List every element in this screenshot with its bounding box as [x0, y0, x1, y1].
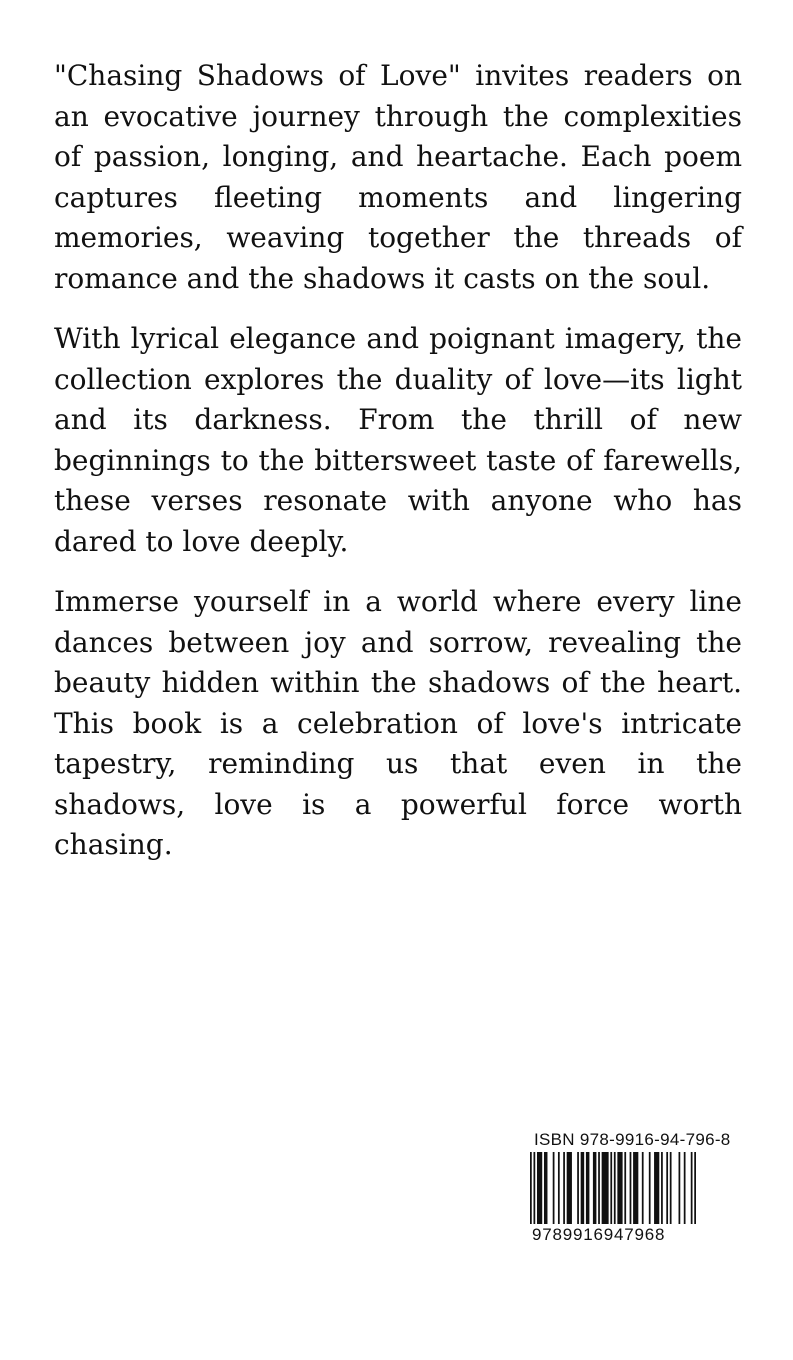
barcode-bar-5 [558, 1152, 560, 1224]
barcode-bar-6 [563, 1152, 565, 1224]
barcode-bar-4 [553, 1152, 555, 1224]
blurb-paragraph-2: With lyrical elegance and poignant imagery, the collection explores the duality of love—its light and its darkness. From the thrill of new beginnings to the bittersweet taste of farewells, these verses resonate with anyone who has dared to love deeply. [54, 322, 742, 558]
barcode-bar-22 [654, 1152, 659, 1224]
barcode-bar-8 [577, 1152, 579, 1224]
barcode-bar-20 [642, 1152, 644, 1224]
barcode-bar-0 [530, 1152, 532, 1224]
isbn-barcode-block [530, 1130, 731, 1246]
blurb-paragraph-3: Immerse yourself in a world where every line dances between joy and sorrow, revealing the beauty hidden within the shadows of the heart. This book is a celebration of love's intricate tapestry, reminding us that even in the shadows, love is a powerful force worth chasing. [54, 585, 742, 861]
barcode-bar-12 [598, 1152, 600, 1224]
barcode-bar-10 [586, 1152, 589, 1224]
barcode-bar-27 [684, 1152, 686, 1224]
barcode-bar-2 [537, 1152, 542, 1224]
barcode-bar-13 [602, 1152, 609, 1224]
isbn-label: ISBN 978-9916-94-796-8 [534, 1130, 731, 1149]
barcode-image [530, 1152, 696, 1224]
barcode-bar-1 [533, 1152, 535, 1224]
barcode-bar-28 [691, 1152, 693, 1224]
barcode-bar-15 [614, 1152, 616, 1224]
barcode-bar-25 [670, 1152, 672, 1224]
barcode-bar-16 [617, 1152, 622, 1224]
barcode-bar-26 [679, 1152, 681, 1224]
back-cover-blurb [54, 56, 742, 886]
barcode-bar-14 [610, 1152, 612, 1224]
barcode-bar-9 [581, 1152, 584, 1224]
barcode-bar-17 [624, 1152, 626, 1224]
blurb-paragraph-1: "Chasing Shadows of Love" invites readers on an evocative journey through the complexities of passion, longing, and heartache. Each poem captures fleeting moments and lingering memories, weaving together the threads of romance and the shadows it casts on the soul. [54, 59, 742, 295]
barcode-bar-24 [666, 1152, 668, 1224]
barcode-bar-18 [630, 1152, 632, 1224]
barcode-bar-7 [567, 1152, 572, 1224]
barcode-bar-19 [633, 1152, 638, 1224]
barcode-bar-21 [649, 1152, 651, 1224]
barcode-bar-3 [544, 1152, 547, 1224]
barcode-bar-29 [694, 1152, 696, 1224]
barcode-bar-11 [593, 1152, 596, 1224]
barcode-number: 9789916947968 [532, 1225, 666, 1244]
barcode-bar-23 [661, 1152, 663, 1224]
